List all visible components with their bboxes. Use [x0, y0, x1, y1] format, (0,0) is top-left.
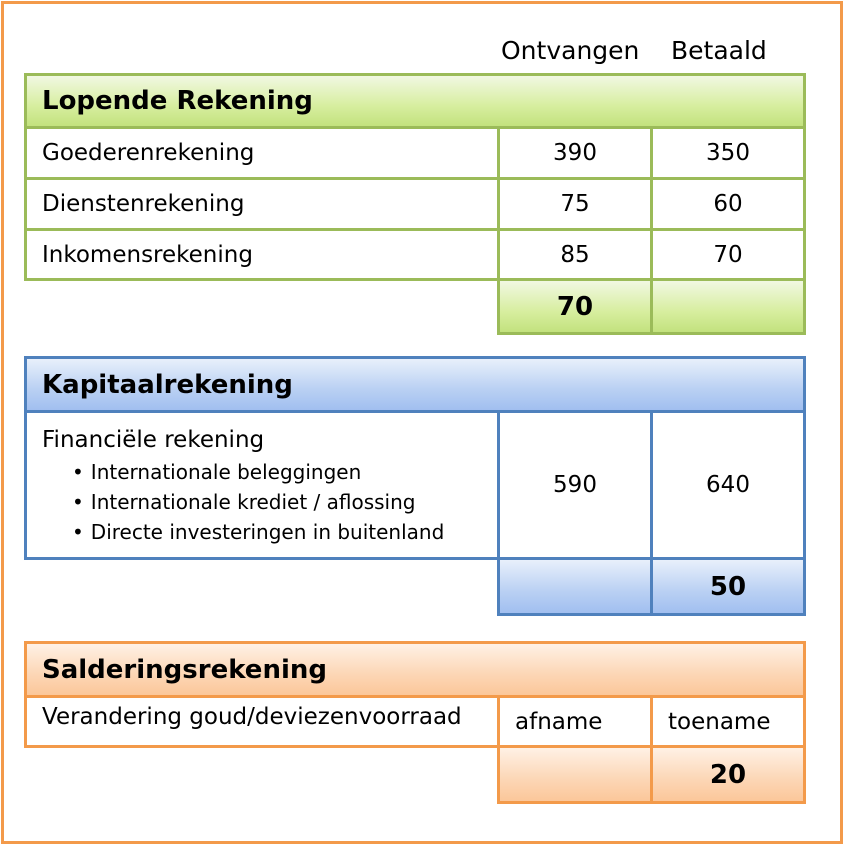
- settlement-paid: toename: [650, 695, 806, 748]
- capital-balance-received: [497, 557, 653, 616]
- column-header-paid: Betaald: [671, 36, 767, 65]
- current-row-received: 85: [497, 228, 653, 281]
- financial-account-cell: [24, 410, 500, 560]
- bullet-item: • Directe investeringen in buitenland: [72, 517, 497, 547]
- current-row-label: Dienstenrekening: [24, 177, 500, 231]
- current-balance-paid: [650, 278, 806, 335]
- capital-paid: 640: [650, 410, 806, 560]
- current-row-paid: 60: [650, 177, 806, 231]
- settlement-row-label: Verandering goud/deviezenvoorraad: [24, 695, 500, 748]
- current-row-received: 75: [497, 177, 653, 231]
- settlement-balance-received: [497, 745, 653, 804]
- column-header-received: Ontvangen: [501, 36, 640, 65]
- current-row-received: 390: [497, 126, 653, 180]
- settlement-account-header: Salderingsrekening: [24, 641, 806, 698]
- financial-account-bullets: [42, 457, 497, 547]
- current-row-label: Inkomensrekening: [24, 228, 500, 281]
- current-row-label: Goederenrekening: [24, 126, 500, 180]
- capital-balance-paid: 50: [650, 557, 806, 616]
- bullet-item: • Internationale beleggingen: [72, 457, 497, 487]
- current-balance-received: 70: [497, 278, 653, 335]
- current-row-paid: 350: [650, 126, 806, 180]
- capital-account-header: Kapitaalrekening: [24, 356, 806, 413]
- current-account-header: Lopende Rekening: [24, 73, 806, 129]
- settlement-balance-paid: 20: [650, 745, 806, 804]
- capital-received: 590: [497, 410, 653, 560]
- settlement-received: afname: [497, 695, 653, 748]
- bullet-item: • Internationale krediet / aflossing: [72, 487, 497, 517]
- financial-account-label: Financiële rekening: [42, 427, 265, 453]
- current-row-paid: 70: [650, 228, 806, 281]
